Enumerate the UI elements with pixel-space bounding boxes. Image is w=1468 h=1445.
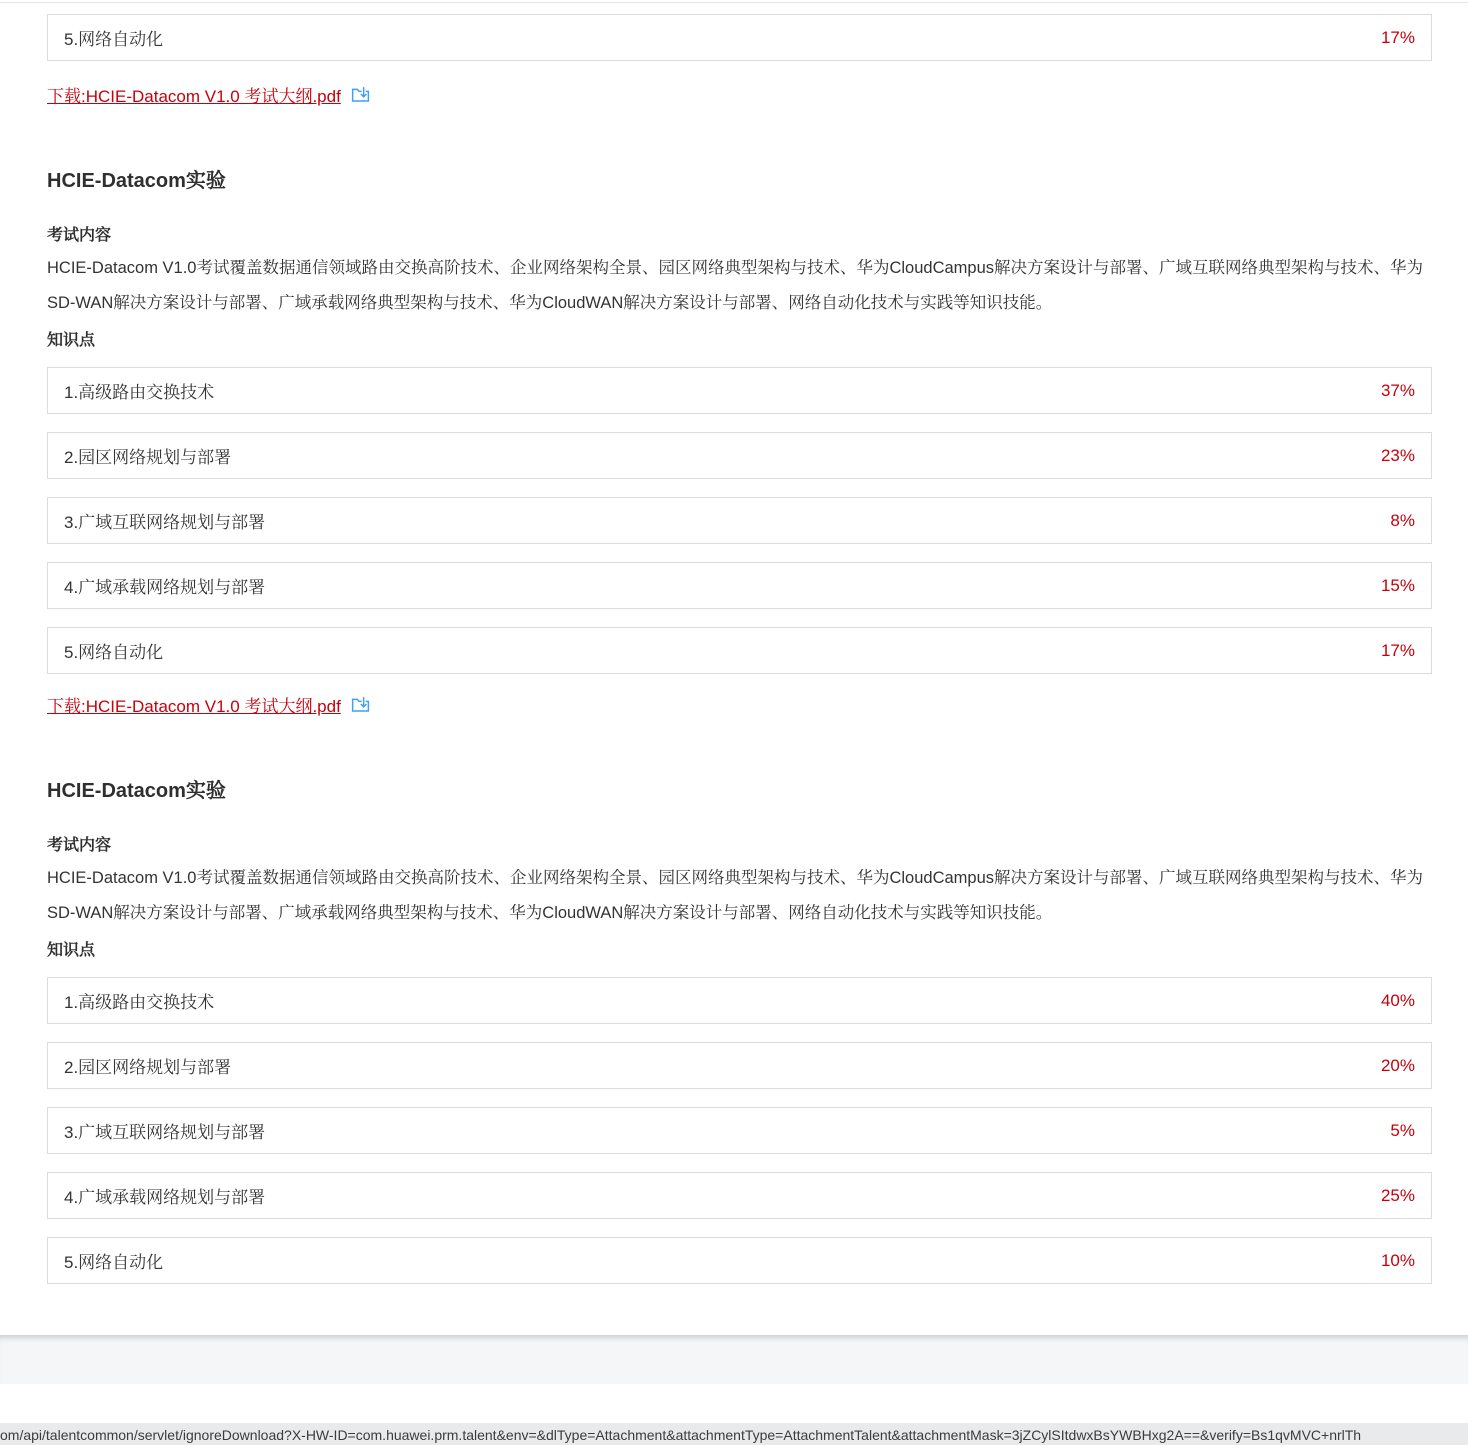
download-row xyxy=(47,692,1432,717)
knowledge-point-row xyxy=(47,1237,1432,1284)
status-bar xyxy=(0,1423,1468,1445)
row-percent: 5% xyxy=(1390,1120,1415,1140)
download-row xyxy=(47,82,1432,107)
row-label: 4.广域承载网络规划与部署 xyxy=(64,1188,266,1207)
section-title: HCIE-Datacom实验 xyxy=(47,780,226,802)
row-percent: 15% xyxy=(1380,575,1415,595)
row-percent: 25% xyxy=(1380,1185,1415,1205)
knowledge-points-heading: 知识点 xyxy=(47,942,96,959)
section-title: HCIE-Datacom实验 xyxy=(47,170,226,192)
knowledge-point-row xyxy=(47,367,1432,414)
knowledge-point-row xyxy=(47,627,1432,674)
download-link[interactable]: 下载:HCIE-Datacom V1.0 考试大纲.pdf xyxy=(47,87,341,106)
folder-download-icon[interactable] xyxy=(350,84,371,105)
row-label: 3.广域互联网络规划与部署 xyxy=(64,513,266,532)
row-label: 5.网络自动化 xyxy=(64,30,164,49)
exam-content-heading: 考试内容 xyxy=(47,837,112,854)
footer-band xyxy=(0,1335,1468,1384)
row-label: 3.广域互联网络规划与部署 xyxy=(64,1123,266,1142)
row-label: 2.园区网络规划与部署 xyxy=(64,1058,232,1077)
row-percent: 23% xyxy=(1380,445,1415,465)
folder-download-icon[interactable] xyxy=(350,694,371,715)
knowledge-point-row xyxy=(47,977,1432,1024)
main-content xyxy=(0,14,1468,1284)
row-percent: 10% xyxy=(1380,1250,1415,1270)
row-percent: 40% xyxy=(1380,990,1415,1010)
knowledge-point-row xyxy=(47,432,1432,479)
row-label: 1.高级路由交换技术 xyxy=(64,993,215,1012)
exam-content-text: HCIE-Datacom V1.0考试覆盖数据通信领域路由交换高阶技术、企业网络架构全景、园区网络典型架构与技术、华为CloudCampus解决方案设计与部署、广域互联网络典型架构与技术、华为SD-WAN解决方案设计与部署、广域承载网络典型架构与技术、华为CloudWAN解决方案设计与部署、网络自动化技术与实践等知识技能。 xyxy=(47,259,1424,312)
section xyxy=(47,774,1432,1284)
exam-content-heading: 考试内容 xyxy=(47,227,112,244)
knowledge-point-row xyxy=(47,1042,1432,1089)
knowledge-points-heading: 知识点 xyxy=(47,332,96,349)
top-divider xyxy=(0,2,1468,3)
knowledge-point-row xyxy=(47,1107,1432,1154)
status-url-text: om/api/talentcommon/servlet/ignoreDownload?X-HW-ID=com.huawei.prm.talent&env=&dlType=Attachment&attachmentType=AttachmentTalent&attachmentMask=3jZCylSItdwxBsYWBHxg2A==&verify=Bs1qvMVC+nrlTh xyxy=(0,1427,1362,1443)
knowledge-point-row xyxy=(47,14,1432,61)
row-label: 5.网络自动化 xyxy=(64,643,164,662)
row-percent: 20% xyxy=(1380,1055,1415,1075)
row-percent: 37% xyxy=(1380,380,1415,400)
knowledge-point-row xyxy=(47,497,1432,544)
row-label: 5.网络自动化 xyxy=(64,1253,164,1272)
download-link[interactable]: 下载:HCIE-Datacom V1.0 考试大纲.pdf xyxy=(47,697,341,716)
row-label: 2.园区网络规划与部署 xyxy=(64,448,232,467)
row-label: 1.高级路由交换技术 xyxy=(64,383,215,402)
section xyxy=(47,164,1432,717)
knowledge-point-row xyxy=(47,1172,1432,1219)
knowledge-point-row xyxy=(47,562,1432,609)
row-percent: 17% xyxy=(1380,640,1415,660)
row-label: 4.广域承载网络规划与部署 xyxy=(64,578,266,597)
row-percent: 8% xyxy=(1390,510,1415,530)
exam-content-text: HCIE-Datacom V1.0考试覆盖数据通信领域路由交换高阶技术、企业网络架构全景、园区网络典型架构与技术、华为CloudCampus解决方案设计与部署、广域互联网络典型架构与技术、华为SD-WAN解决方案设计与部署、广域承载网络典型架构与技术、华为CloudWAN解决方案设计与部署、网络自动化技术与实践等知识技能。 xyxy=(47,869,1424,922)
row-percent: 17% xyxy=(1380,27,1415,47)
